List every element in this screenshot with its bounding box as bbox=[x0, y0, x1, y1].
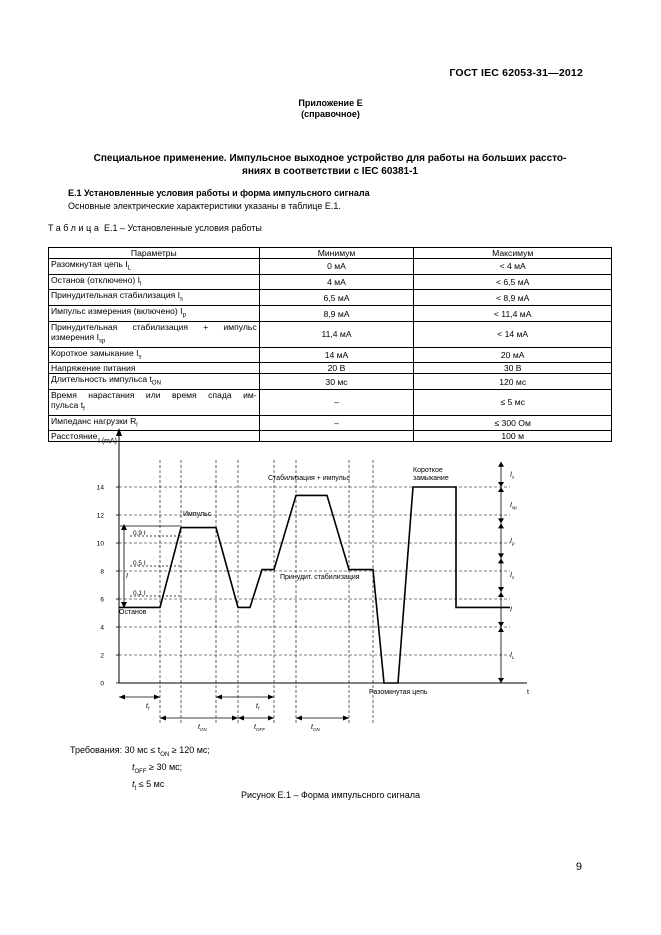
req-text: 30 мс ≤ t bbox=[124, 745, 161, 755]
right-dimensions bbox=[498, 462, 517, 683]
time-dim-sub: f bbox=[147, 706, 150, 711]
max-cell: < 8,9 мА bbox=[414, 290, 612, 306]
arrow-icon bbox=[498, 523, 504, 528]
req-text: ≤ 5 мс bbox=[136, 778, 165, 789]
min-cell: 8,9 мА bbox=[259, 306, 414, 322]
time-guides bbox=[160, 460, 373, 725]
arrow-icon bbox=[498, 518, 504, 523]
req-sub: f bbox=[134, 785, 137, 792]
requirements bbox=[70, 744, 210, 794]
subsection-heading: Е.1 Установленные условия работы и форма импульсного сигнала bbox=[68, 188, 370, 198]
arrow-icon bbox=[216, 695, 222, 700]
level-label-50: 0,5 I bbox=[133, 560, 146, 567]
param-text: Разомкнутая цепь I bbox=[51, 259, 128, 269]
table-caption-prefix: Таблица bbox=[48, 223, 102, 233]
right-level-sub: p bbox=[511, 540, 515, 546]
min-cell: 4 мА bbox=[259, 274, 414, 290]
req-text: t bbox=[132, 761, 135, 772]
level-label-10: 0,1 I bbox=[133, 590, 146, 597]
arrow-icon bbox=[268, 716, 274, 721]
right-level-label: $I_s$ bbox=[510, 471, 515, 480]
param-sub: s bbox=[180, 297, 184, 304]
standard-number: ГОСТ IEC 62053-31—2012 bbox=[449, 67, 583, 79]
max-cell: 30 В bbox=[414, 363, 612, 374]
table-caption-text: Е.1 – Установленные условия работы bbox=[104, 223, 262, 233]
arrow-icon bbox=[498, 553, 504, 558]
right-level-label: I bbox=[510, 606, 512, 614]
col-header-max: Максимум bbox=[414, 248, 612, 259]
param-sub: sp bbox=[98, 338, 106, 345]
min-cell: 14 мА bbox=[259, 347, 414, 363]
param-text-line2: пульса t bbox=[51, 400, 84, 411]
annotation-stop: Останов bbox=[119, 609, 147, 616]
col-header-params: Параметры bbox=[49, 248, 260, 259]
arrow-icon bbox=[154, 695, 160, 700]
y-tick-label: 12 bbox=[96, 512, 104, 520]
annotation-short-2: замыкание bbox=[413, 475, 449, 482]
level-label-i: I bbox=[126, 573, 128, 580]
arrow-icon bbox=[498, 587, 504, 592]
time-dim-label: $t_f$ bbox=[256, 703, 260, 711]
min-cell: 6,5 мА bbox=[259, 290, 414, 306]
max-cell: ≤ 5 мс bbox=[414, 390, 612, 416]
annotation-pulse: Импульс bbox=[183, 511, 212, 518]
right-level-label: $I_{sp}$ bbox=[510, 502, 517, 511]
time-dimensions bbox=[119, 695, 349, 733]
min-cell: 0 мА bbox=[259, 259, 414, 275]
param-sub: s bbox=[138, 354, 142, 361]
arrow-icon bbox=[498, 627, 504, 632]
param-text: Останов (отключено) I bbox=[51, 274, 141, 285]
param-text: Принудительная стабилизация I bbox=[51, 290, 181, 301]
max-cell: ≤ 300 Ом bbox=[414, 415, 612, 431]
max-cell: 100 м bbox=[414, 431, 612, 442]
param-text: Импеданс нагрузки R bbox=[51, 415, 137, 426]
arrow-icon bbox=[296, 716, 302, 721]
right-level-label: $I_s$ bbox=[510, 572, 515, 581]
param-text-line2: измерения I bbox=[51, 331, 99, 342]
appendix-subtitle: (справочное) bbox=[301, 109, 360, 119]
arrow-icon bbox=[268, 695, 274, 700]
y-axis-label: I (mA) bbox=[97, 438, 117, 445]
req-text: ≥ 120 мс; bbox=[169, 745, 210, 755]
annotation-open: Разомкнутая цепь bbox=[369, 689, 428, 696]
param-sub: f bbox=[83, 406, 85, 413]
param-text: Длительность импульса t bbox=[51, 374, 152, 385]
requirements-label: Требования: bbox=[70, 745, 123, 755]
min-cell: 11,4 мА bbox=[259, 321, 414, 347]
y-tick-label: 4 bbox=[100, 624, 104, 632]
time-dim-sub: ON bbox=[312, 727, 320, 732]
y-tick-label: 0 bbox=[100, 680, 104, 688]
y-tick-label: 6 bbox=[100, 596, 104, 604]
col-header-min: Минимум bbox=[259, 248, 414, 259]
param-text: Напряжение питания bbox=[51, 363, 136, 374]
annotation-forced-stab: Принудит. стабилизация bbox=[280, 574, 360, 581]
param-text-line1: Время нарастания или время спада им- bbox=[51, 390, 257, 401]
max-cell: < 11,4 мА bbox=[414, 306, 612, 322]
param-sub: L bbox=[127, 265, 131, 272]
arrow-icon bbox=[498, 462, 504, 467]
max-cell: < 6,5 мА bbox=[414, 274, 612, 290]
y-tick-label: 10 bbox=[96, 540, 104, 548]
right-level-label: $I_p$ bbox=[510, 537, 515, 546]
arrow-icon bbox=[498, 678, 504, 683]
arrow-icon bbox=[343, 716, 349, 721]
annotation-short-1: Короткое bbox=[413, 467, 443, 474]
page-number: 9 bbox=[575, 861, 582, 873]
right-level-sub: sp bbox=[511, 505, 517, 511]
param-text: Расстояние bbox=[51, 431, 98, 442]
max-cell: 20 мА bbox=[414, 347, 612, 363]
arrow-icon bbox=[498, 592, 504, 597]
level-label-90: 0,9 I bbox=[133, 530, 146, 537]
requirements-line1 bbox=[70, 744, 210, 761]
right-level-sub: L bbox=[511, 655, 515, 660]
time-dim-label: $t_{OFF}$ bbox=[254, 724, 265, 732]
section-title-line1: Специальное применение. Импульсное выходное устройство для работы на больших рассто- bbox=[93, 153, 567, 164]
param-sub: p bbox=[182, 312, 186, 319]
level-marks bbox=[120, 524, 180, 608]
min-cell: 30 мс bbox=[259, 374, 414, 390]
current-waveform bbox=[119, 487, 510, 683]
arrow-icon bbox=[238, 716, 244, 721]
param-sub: ON bbox=[151, 381, 161, 388]
time-dim-label: $t_{ON}$ bbox=[198, 724, 207, 732]
max-cell: < 4 мА bbox=[414, 259, 612, 275]
y-tick-label: 8 bbox=[100, 568, 104, 576]
figure-caption: Рисунок Е.1 – Форма импульсного сигнала bbox=[241, 790, 420, 800]
param-text-line1: Принудительная стабилизация + импульс bbox=[51, 321, 257, 332]
annotation-stab-pulse: Стабилизация + импульс bbox=[268, 475, 350, 482]
arrow-icon bbox=[119, 695, 125, 700]
param-sub: l bbox=[140, 281, 142, 288]
y-ticks bbox=[97, 485, 119, 688]
requirements-line2 bbox=[70, 761, 210, 778]
gridlines bbox=[119, 487, 510, 655]
section-title-line2: яниях в соответствии с IEC 60381-1 bbox=[242, 166, 418, 177]
y-axis-arrow bbox=[116, 428, 122, 436]
right-level-label: $I_L$ bbox=[510, 652, 515, 660]
appendix-title: Приложение Е bbox=[298, 98, 363, 108]
arrow-icon bbox=[498, 487, 504, 492]
arrow-icon bbox=[498, 622, 504, 627]
param-sub: l bbox=[136, 422, 138, 429]
time-dim-label: $t_{ON}$ bbox=[311, 724, 320, 732]
param-text: Импульс измерения (включено) I bbox=[51, 306, 183, 317]
arrow-icon bbox=[121, 524, 127, 530]
arrow-icon bbox=[498, 482, 504, 487]
max-cell: < 14 мА bbox=[414, 321, 612, 347]
arrow-icon bbox=[160, 716, 166, 721]
y-tick-label: 14 bbox=[96, 484, 104, 492]
time-dim-sub: f bbox=[257, 706, 260, 711]
req-sub: ON bbox=[160, 751, 170, 758]
max-cell: 120 мс bbox=[414, 374, 612, 390]
req-text: t bbox=[132, 778, 135, 789]
right-level-sub: s bbox=[511, 474, 515, 480]
x-axis-label: t bbox=[527, 689, 529, 696]
intro-paragraph: Основные электрические характеристики указаны в таблице Е.1. bbox=[68, 201, 341, 211]
time-dim-sub: OFF bbox=[255, 727, 265, 732]
arrow-icon bbox=[232, 716, 238, 721]
arrow-icon bbox=[498, 558, 504, 563]
time-dim-sub: ON bbox=[199, 727, 207, 732]
min-cell: – bbox=[259, 415, 414, 431]
right-level-sub: s bbox=[511, 575, 515, 581]
time-dim-label: $t_f$ bbox=[146, 703, 150, 711]
min-cell: 20 В bbox=[259, 363, 414, 374]
req-sub: OFF bbox=[134, 768, 147, 775]
y-tick-label: 2 bbox=[100, 652, 104, 660]
min-cell: – bbox=[259, 390, 414, 416]
req-text: ≥ 30 мс; bbox=[146, 761, 183, 772]
param-text: Короткое замыкание I bbox=[51, 347, 139, 358]
